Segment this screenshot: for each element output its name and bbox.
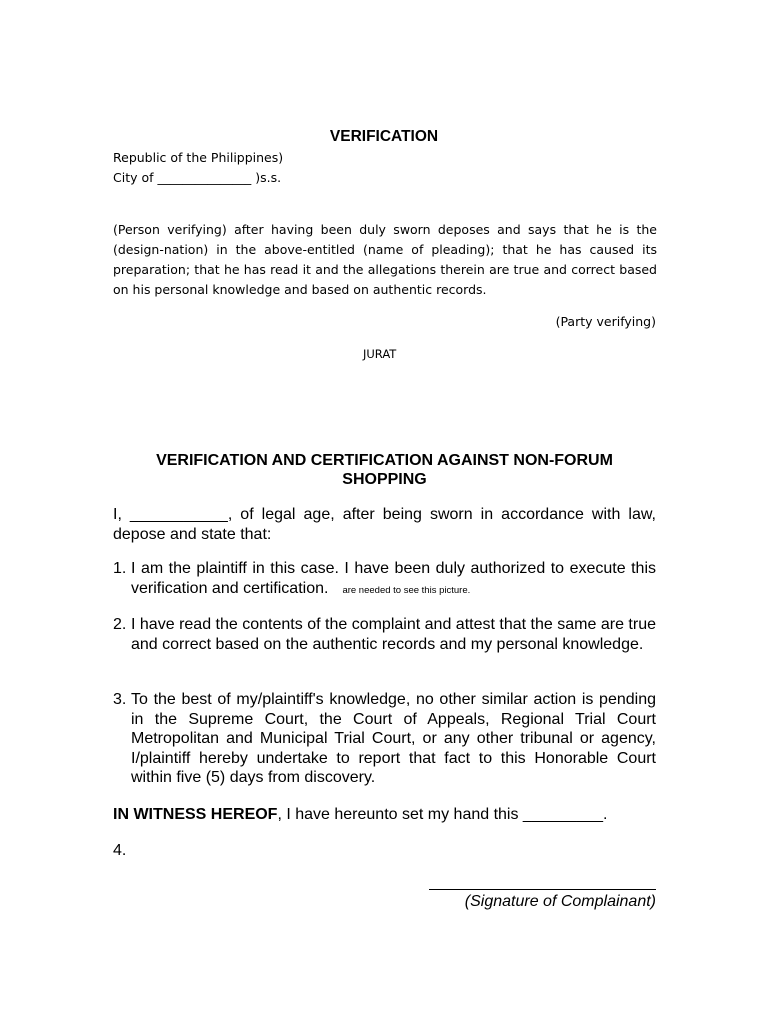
party-verifying: (Party verifying) [555,314,656,329]
item-4-number: 4. [113,842,127,859]
list-item-number: 3. [113,691,127,708]
witness-bold: IN WITNESS HEREOF [113,806,278,823]
republic-line: Republic of the Philippines) [113,150,284,165]
witness-clause [113,805,607,825]
missing-picture-notice: are needed to see this picture. [342,584,471,596]
list-item-text: I have read the contents of the complaint and attest that the same are true and correct based on the authentic records and my personal knowledge. [131,616,656,653]
signature-caption: (Signature of Complainant) [464,893,656,910]
list-item [113,690,656,788]
list-item [113,615,656,654]
list-item-text: To the best of my/plaintiff's knowledge, no other similar action is pending in the Supreme Court, the Court of Appeals, Regional Trial Court Metropolitan and Municipal Trial Court, or any other tribunal or agency, I/plaintiff hereby undertake to report that fact to this Honorable Court within five (5) days from discovery. [131,691,656,786]
jurat-heading: JURAT [363,347,397,361]
list-item [113,559,656,600]
list-item-text: I am the plaintiff in this case. I have been duly authorized to execute this verification and certification. [131,560,656,597]
witness-text: , I have hereunto set my hand this _________. [277,806,608,823]
verification-paragraph: (Person verifying) after having been duly sworn deposes and says that he is the (design-nation) in the above-entitled (name of pleading); that he has caused its preparation; that he has read it and the allegations therein are true and correct based on his personal knowledge and based on authentic records. [113,222,657,297]
signature-line [429,889,656,890]
verification-title: VERIFICATION [329,128,439,145]
list-item-number: 2. [113,616,127,633]
list-item-number: 1. [113,560,127,577]
certification-intro: I, ___________, of legal age, after being sworn in accordance with law, depose and state that: [113,506,656,543]
city-line: City of _______________ )s.s. [113,170,282,185]
certification-title: VERIFICATION AND CERTIFICATION AGAINST NON-FORUM SHOPPING [156,452,613,488]
